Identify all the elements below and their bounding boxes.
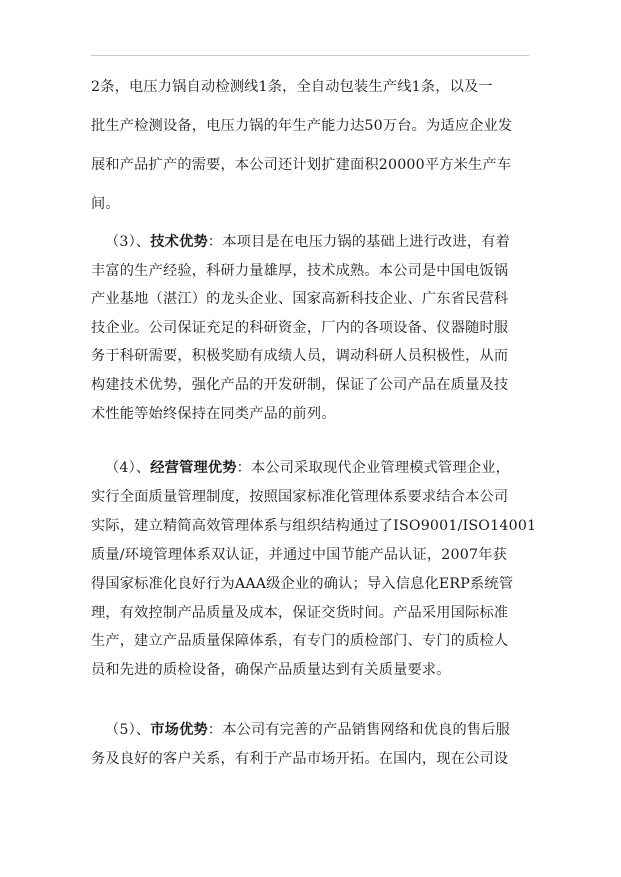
text-line: 批生产检测设备，电压力锅的年生产能力达50万台。为适应企业发 [91,118,513,134]
text-line: 员和先进的质检设备，确保产品质量达到有关质量要求。 [91,662,451,679]
text-line: 理，有效控制产品质量及成本，保证交货时间。产品采用国际标准 [91,604,509,621]
text-line: 质量/环境管理体系双认证，并通过中国节能产品认证，2007年获 [91,546,507,563]
section-heading: 技术优势 [150,234,208,250]
section-first-line [91,228,531,257]
section-heading: 市场优势 [150,722,208,738]
section-management-advantage [91,454,537,685]
paragraph-production-capacity [91,68,531,224]
text-line: 生产，建立产品质量保障体系，有专门的质检部门、专门的质检人 [91,633,509,650]
text-line: 得国家标准化良好行为AAA级企业的确认；导入信息化ERP系统管 [91,575,514,592]
text-line: 实际，建立精简高效管理体系与组织结构通过了ISO9001/ISO14001 [91,517,537,534]
text-line: 产业基地（湛江）的龙头企业、国家高新科技企业、广东省民营科 [91,291,509,308]
text-line: 2条，电压力锅自动检测线1条，全自动包装生产线1条，以及一 [91,79,493,95]
text-line: 务及良好的客户关系，有利于产品市场开拓。在国内，现在公司设 [91,751,509,767]
section-first-text: ：本公司有完善的产品销售网络和优良的售后服 [207,722,510,738]
section-number: （4）、 [105,460,151,476]
text-line: 构建技术优势，强化产品的开发研制，保证了公司产品在质量及技 [91,376,509,393]
section-number: （3）、 [105,234,151,250]
section-first-line [91,454,531,483]
text-line: 丰富的生产经验，科研力量雄厚，技术成熟。本公司是中国电饭锅 [91,262,509,279]
text-line: 技企业。公司保证充足的科研资金，厂内的各项设备、仪器随时服 [91,319,509,336]
section-technical-advantage [91,228,531,428]
text-line: 术性能等始终保持在同类产品的前列。 [91,405,336,422]
header-rule [91,55,529,56]
section-first-text: ：本项目是在电压力锅的基础上进行改进，有着 [207,234,510,250]
section-first-text: ：本公司采取现代企业管理模式管理企业， [236,460,510,476]
text-line: 间。 [91,196,120,212]
text-line: 务于科研需要，积极奖励有成绩人员，调动科研人员积极性，从而 [91,348,509,365]
text-line: 实行全面质量管理制度，按照国家标准化管理体系要求结合本公司 [91,488,509,505]
section-heading: 经营管理优势 [150,460,237,476]
section-number: （5）、 [105,722,151,738]
section-market-advantage [91,716,531,774]
text-line: 展和产品扩产的需要，本公司还计划扩建面积20000平方米生产车 [91,157,512,173]
section-first-line [91,716,531,745]
